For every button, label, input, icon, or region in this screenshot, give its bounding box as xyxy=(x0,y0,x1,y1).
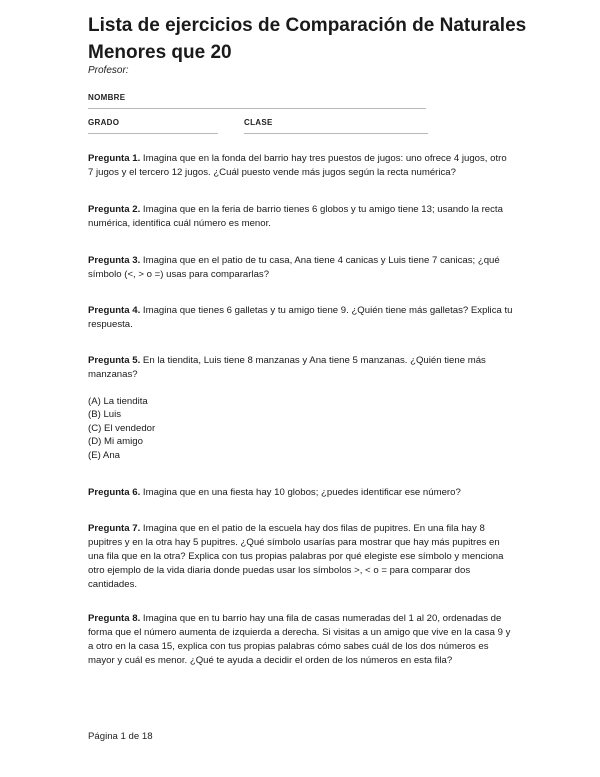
question-label: Pregunta 8. xyxy=(88,613,141,624)
name-line xyxy=(88,108,426,109)
option-b[interactable]: (B) Luis xyxy=(88,409,122,421)
question-5 xyxy=(88,354,513,382)
option-c[interactable]: (C) El vendedor xyxy=(88,422,156,434)
question-label: Pregunta 5. xyxy=(88,355,141,366)
option-d[interactable]: (D) Mi amigo xyxy=(88,436,143,448)
option-a[interactable]: (A) La tiendita xyxy=(88,396,148,407)
option-e[interactable]: (E) Ana xyxy=(88,449,120,461)
question-text: Imagina que en el patio de la escuela hay dos filas de pupitres. En una fila hay 8 pupitres y en la otra hay 5 pupitres. ¿Qué símbolo usarías para mostrar que hay más pupitres en una fila que en la otra? Explica con tus propias palabras por qué elegiste ese símbolo y menciona otro ejemplo de la vida diaria donde puedas usar los símbolos >, < o = para comparar dos cantidades. xyxy=(88,523,504,590)
question-6 xyxy=(88,486,513,500)
question-2 xyxy=(88,203,513,231)
grade-label: GRADO xyxy=(88,118,120,127)
question-text: En la tiendita, Luis tiene 8 manzanas y Ana tiene 5 manzanas. ¿Quién tiene más manzanas? xyxy=(88,355,486,380)
question-label: Pregunta 4. xyxy=(88,305,141,316)
name-label: NOMBRE xyxy=(88,93,126,102)
question-8 xyxy=(88,612,513,668)
question-label: Pregunta 6. xyxy=(88,487,141,498)
name-field[interactable] xyxy=(88,93,125,102)
answer-options xyxy=(88,395,155,462)
question-text: Imagina que en una fiesta hay 10 globos; ¿puedes identificar ese número? xyxy=(140,487,461,498)
question-1 xyxy=(88,152,513,180)
question-text: Imagina que en la fonda del barrio hay tres puestos de jugos: uno ofrece 4 jugos, otro 7 jugos y el tercero 12 jugos. ¿Cuál puesto vende más jugos según la recta numérica? xyxy=(88,153,507,178)
question-text: Imagina que en el patio de tu casa, Ana tiene 4 canicas y Luis tiene 7 canicas; ¿qué símbolo (<, > o =) usas para compararlas? xyxy=(88,255,500,280)
question-label: Pregunta 7. xyxy=(88,523,141,534)
question-text: Imagina que en la feria de barrio tienes 6 globos y tu amigo tiene 13; usando la recta numérica, identifica cuál número es menor. xyxy=(88,204,503,229)
question-label: Pregunta 2. xyxy=(88,204,141,215)
class-field[interactable] xyxy=(244,118,273,127)
class-label: CLASE xyxy=(244,118,273,127)
question-text: Imagina que tienes 6 galletas y tu amigo tiene 9. ¿Quién tiene más galletas? Explica tu respuesta. xyxy=(88,305,513,330)
question-4 xyxy=(88,304,513,332)
grade-line xyxy=(88,133,218,134)
question-label: Pregunta 1. xyxy=(88,153,141,164)
question-label: Pregunta 3. xyxy=(88,255,141,266)
question-3 xyxy=(88,254,513,282)
question-7 xyxy=(88,522,513,592)
page-title: Lista de ejercicios de Comparación de Naturales Menores que 20 xyxy=(88,15,527,63)
grade-field[interactable] xyxy=(88,118,119,127)
page-number: Página 1 de 18 xyxy=(88,731,153,742)
teacher-label: Profesor: xyxy=(88,65,129,76)
question-text: Imagina que en tu barrio hay una fila de casas numeradas del 1 al 20, ordenadas de forma que el número aumenta de izquierda a derecha. Si visitas a un amigo que vive en la casa 9 y a otro en la casa 15, explica con tus propias palabras cómo sabes cuál de los dos números es mayor y cuál es menor. ¿Qué te ayuda a decidir el orden de los números en esta fila? xyxy=(88,613,511,666)
class-line xyxy=(244,133,428,134)
